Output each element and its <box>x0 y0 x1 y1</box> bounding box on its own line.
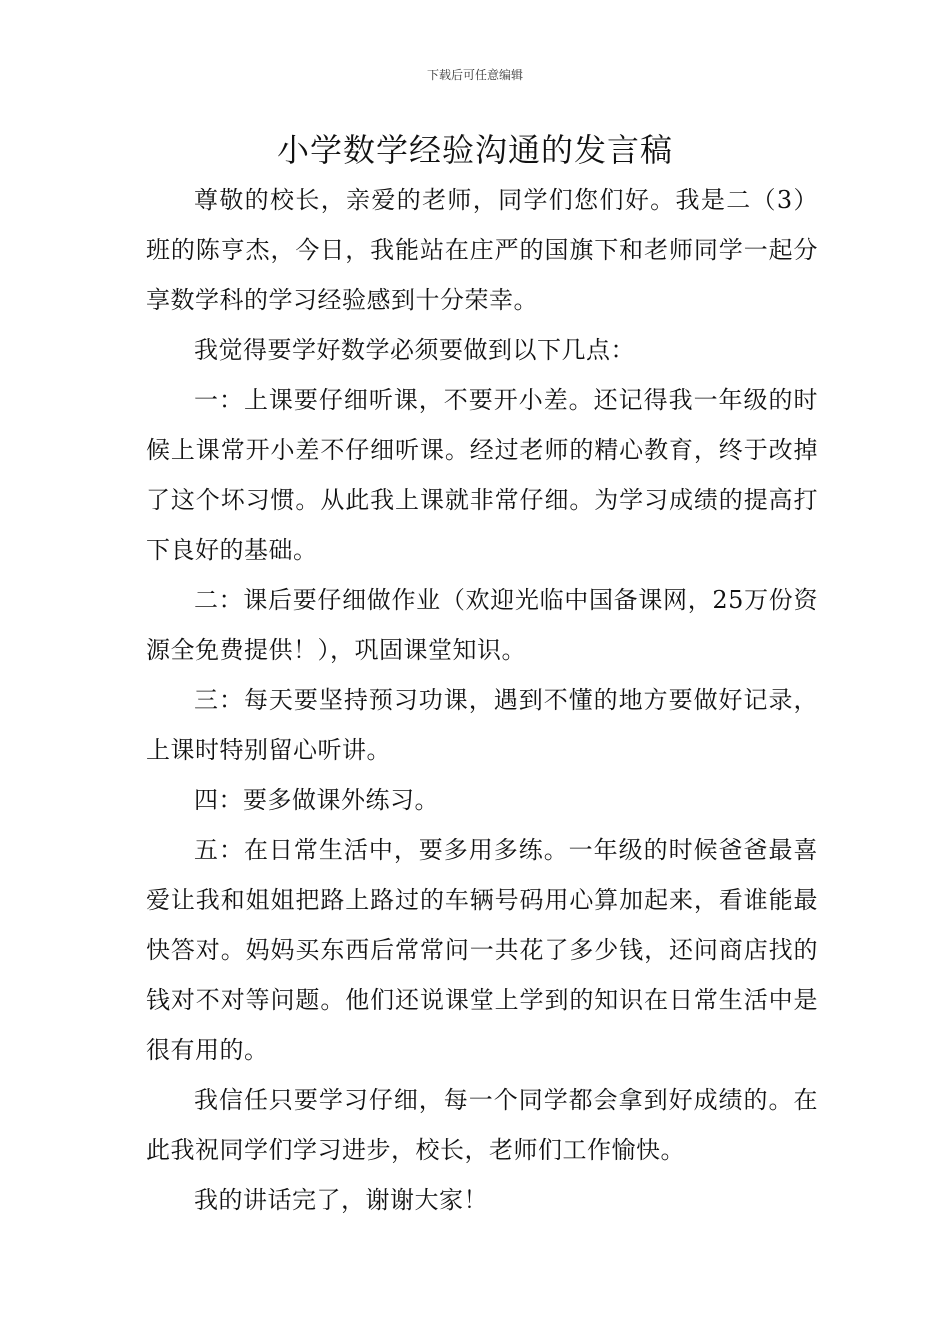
paragraph-point-2: 二：课后要仔细做作业（欢迎光临中国备课网，25万份资源全免费提供！），巩固课堂知识。 <box>146 586 818 664</box>
document-title: 小学数学经验沟通的发言稿 <box>276 131 673 169</box>
paragraph-point-5: 五：在日常生活中，要多用多练。一年级的时候爸爸最喜爱让我和姐姐把路上路过的车辆号码用心算加起来，看谁能最快答对。妈妈买东西后常常问一共花了多少钱，还问商店找的钱对不对等问题。他们还说课堂上学到的知识在日常生活中是很有用的。 <box>146 836 818 1064</box>
document-body <box>146 175 818 1225</box>
page-header-note: 下载后可任意编辑 <box>426 68 523 82</box>
paragraph-point-4: 四：要多做课外练习。 <box>194 786 439 814</box>
paragraph-greeting: 尊敬的校长，亲爱的老师，同学们您们好。我是二（3）班的陈亨杰，今日，我能站在庄严的国旗下和老师同学一起分享数学科的学习经验感到十分荣幸。 <box>146 186 818 314</box>
paragraph-point-3: 三：每天要坚持预习功课，遇到不懂的地方要做好记录，上课时特别留心听讲。 <box>146 686 818 764</box>
paragraph-point-1: 一：上课要仔细听课，不要开小差。还记得我一年级的时候上课常开小差不仔细听课。经过老师的精心教育，终于改掉了这个坏习惯。从此我上课就非常仔细。为学习成绩的提高打下良好的基础。 <box>146 386 818 564</box>
paragraph-thanks: 我的讲话完了，谢谢大家！ <box>194 1186 488 1214</box>
paragraph-intro: 我觉得要学好数学必须要做到以下几点： <box>194 336 635 364</box>
paragraph-closing: 我信任只要学习仔细，每一个同学都会拿到好成绩的。在此我祝同学们学习进步，校长，老师们工作愉快。 <box>146 1086 818 1164</box>
